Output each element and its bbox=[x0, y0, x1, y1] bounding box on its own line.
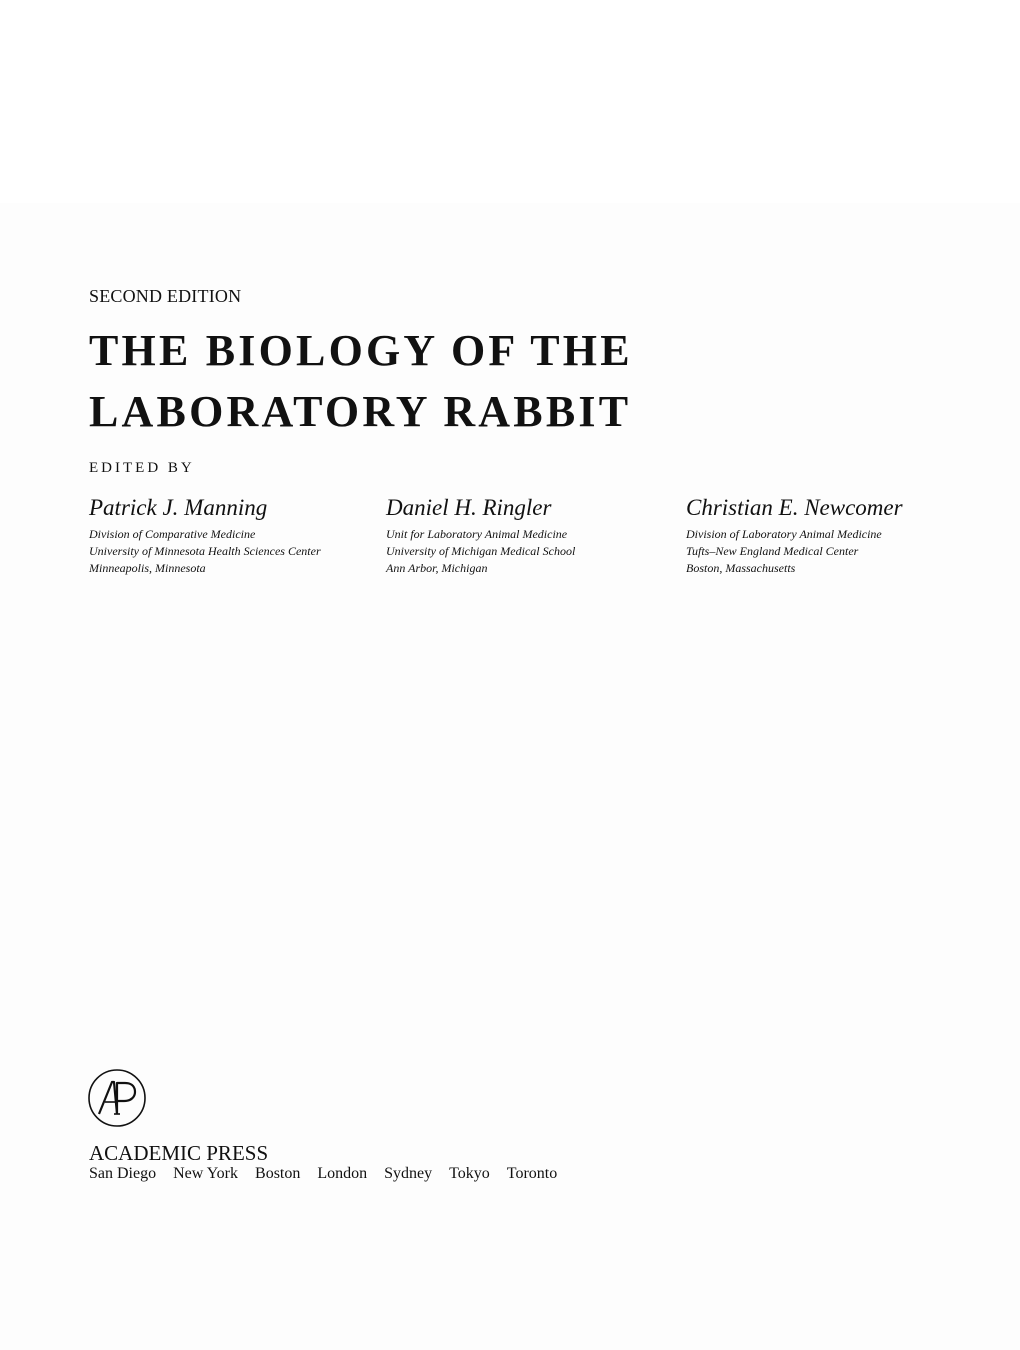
editor-affiliation-line: Tufts–New England Medical Center bbox=[686, 544, 859, 558]
city-label: Sydney bbox=[384, 1165, 433, 1182]
publisher-name: ACADEMIC PRESS bbox=[89, 1141, 269, 1165]
editor-affiliation-line: Minneapolis, Minnesota bbox=[89, 561, 206, 575]
city-label: New York bbox=[173, 1165, 239, 1182]
editor-affiliation-line: University of Minnesota Health Sciences Center bbox=[89, 544, 321, 558]
city-label: Toronto bbox=[506, 1165, 558, 1182]
city-label: Tokyo bbox=[449, 1165, 490, 1182]
editor-affiliation-line: Division of Laboratory Animal Medicine bbox=[686, 527, 882, 541]
publisher-cities bbox=[89, 1165, 574, 1183]
editor-affiliation-line: Ann Arbor, Michigan bbox=[386, 561, 488, 575]
academic-press-logo-icon bbox=[87, 1068, 147, 1128]
edited-by-label: EDITED BY bbox=[89, 460, 195, 476]
city-label: San Diego bbox=[89, 1165, 157, 1182]
editor-name: Christian E. Newcomer bbox=[686, 495, 903, 520]
book-title-line-2: LABORATORY RABBIT bbox=[89, 387, 632, 436]
editor-affiliation-line: Division of Comparative Medicine bbox=[89, 527, 256, 541]
editor-ringler bbox=[386, 494, 575, 577]
editor-affiliation-line: Boston, Massachusetts bbox=[686, 561, 796, 575]
editor-name: Patrick J. Manning bbox=[89, 495, 268, 520]
city-label: Boston bbox=[255, 1165, 301, 1182]
editor-affiliation-line: University of Michigan Medical School bbox=[386, 544, 576, 558]
edition-label: SECOND EDITION bbox=[89, 286, 242, 306]
book-title-line-1: THE BIOLOGY OF THE bbox=[89, 326, 633, 375]
city-label: London bbox=[317, 1165, 368, 1182]
editor-name: Daniel H. Ringler bbox=[386, 495, 552, 520]
editor-affiliation-line: Unit for Laboratory Animal Medicine bbox=[386, 527, 568, 541]
editor-newcomer bbox=[686, 494, 903, 577]
editor-manning bbox=[89, 494, 321, 577]
